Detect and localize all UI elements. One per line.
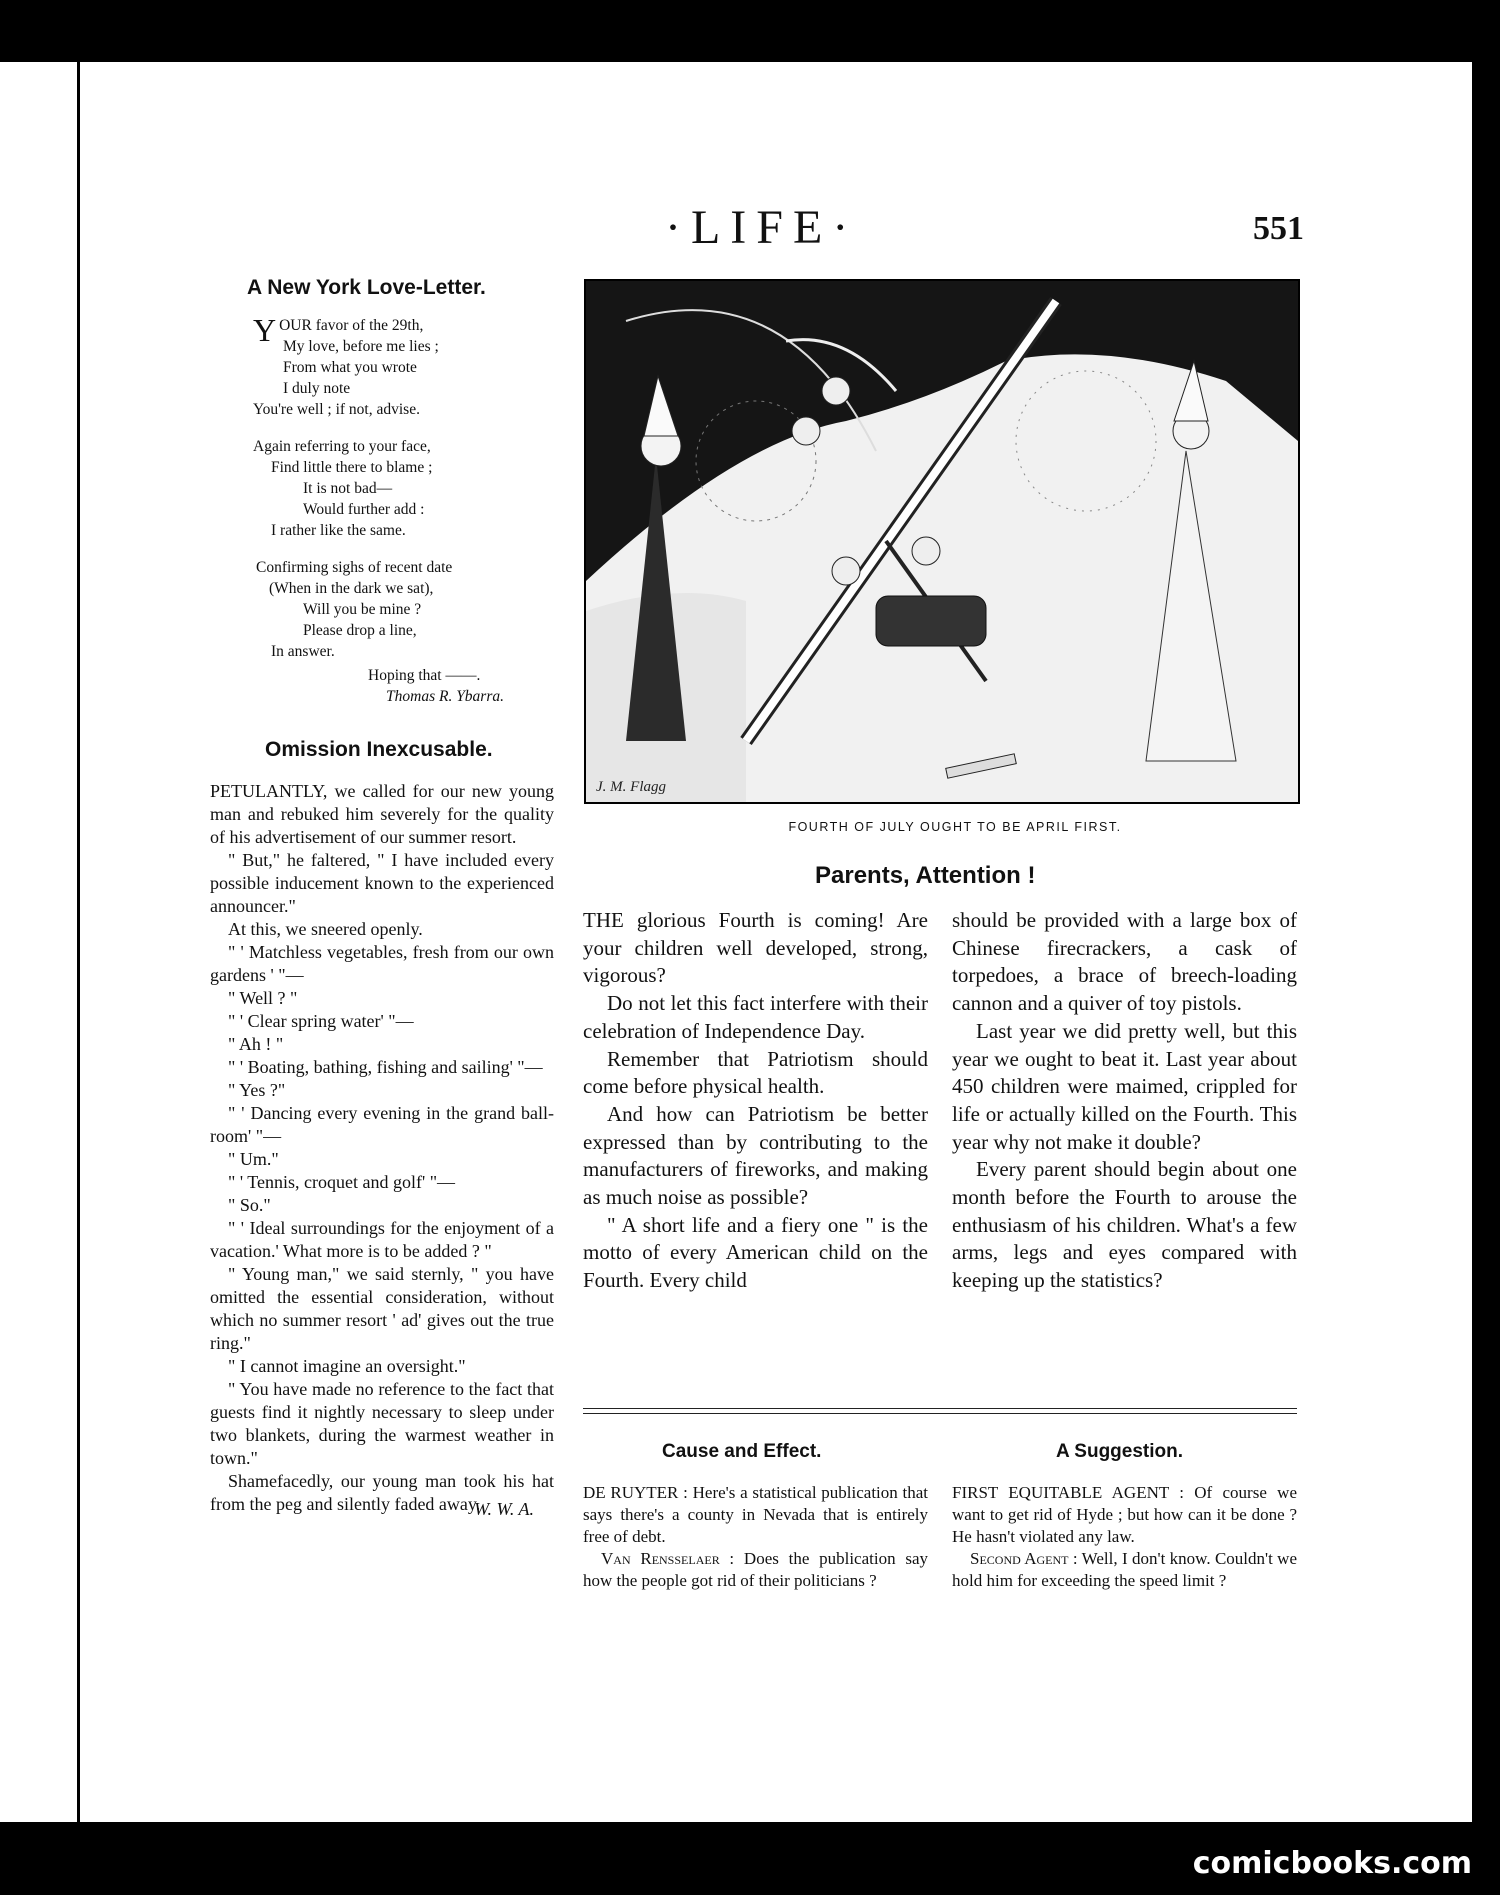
speaker-name: Van Rensselaer : <box>601 1549 735 1568</box>
parents-column-2 <box>952 907 1297 1295</box>
section-divider <box>583 1408 1297 1409</box>
dialogue-text: Of course we want to get rid of Hyde ; but how can it be done ? He hasn't violated any law. <box>952 1483 1297 1546</box>
paragraph: " Well ? " <box>228 988 298 1008</box>
paragraph: " ' Tennis, croquet and golf' "— <box>228 1172 456 1192</box>
omission-column <box>210 780 554 1521</box>
poem-line: Will you be mine ? <box>303 601 422 618</box>
paragraph: PETULANTLY, we called for our new young man and rebuked him severely for the quality of his advertisement of our summer resort. <box>210 781 554 847</box>
cause-column <box>583 1482 928 1592</box>
poem-line: From what you wrote <box>283 359 417 376</box>
paragraph: " So." <box>228 1195 271 1215</box>
paragraph: " But," he faltered, " I have included every possible inducement known to the experienced announcer." <box>210 850 554 916</box>
poem-line: I duly note <box>283 380 351 397</box>
paragraph: " A short life and a fiery one " is the motto of every American child on the Fourth. Every child <box>583 1212 928 1293</box>
illustration-caption: FOURTH OF JULY OUGHT TO BE APRIL FIRST. <box>788 820 1122 834</box>
speaker-name: FIRST EQUITABLE AGENT : <box>952 1483 1184 1502</box>
poem-line: Confirming sighs of recent date <box>256 559 453 576</box>
poem-line: It is not bad— <box>303 480 393 497</box>
paragraph: " Yes ?" <box>228 1080 286 1100</box>
speaker-name: Second Agent : <box>970 1549 1078 1568</box>
paragraph: " ' Dancing every evening in the grand ball-room' "— <box>210 1103 554 1146</box>
poem-closing: Hoping that ——. <box>368 667 481 684</box>
paragraph: Every parent should begin about one month before the Fourth to arouse the enthusiasm of his children. What's a few arms, legs and eyes compared with keeping up the statistics? <box>952 1157 1297 1293</box>
paragraph: " Ah ! " <box>228 1034 284 1054</box>
drop-cap: Y <box>253 312 277 348</box>
paragraph: Last year we did pretty well, but this year we ought to beat it. Last year about 450 children were maimed, crippled for life or actually killed on the Fourth. This year why not make it double? <box>952 1018 1297 1154</box>
omission-author: W. W. A. <box>474 1499 534 1519</box>
dialogue-text: Does the publication say how the people got rid of their politicians ? <box>583 1549 928 1590</box>
paragraph: Remember that Patriotism should come before physical health. <box>583 1046 928 1099</box>
paragraph: " I cannot imagine an oversight." <box>228 1356 466 1376</box>
page-number: 551 <box>1253 210 1304 247</box>
paragraph: should be provided with a large box of Chinese firecrackers, a cask of torpedoes, a brace of breech-loading cannon and a quiver of toy pistols. <box>952 908 1297 1016</box>
paragraph: At this, we sneered openly. <box>228 919 423 939</box>
poem-line: Find little there to blame ; <box>271 459 433 476</box>
stanza-3 <box>253 557 543 662</box>
poem-line: OUR favor of the 29th, <box>279 317 424 334</box>
speaker-name: DE RUYTER : <box>583 1483 688 1502</box>
parents-column-1 <box>583 907 928 1295</box>
poem-line: I rather like the same. <box>271 522 406 539</box>
paragraph: " You have made no reference to the fact that guests find it nightly necessary to sleep under two blankets, during the warmest weather in town." <box>210 1379 554 1468</box>
paragraph: Shamefacedly, our young man took his hat from the peg and silently faded away. <box>210 1471 554 1514</box>
omission-title: Omission Inexcusable. <box>265 738 493 761</box>
paragraph: " Young man," we said sternly, " you have omitted the essential consideration, without which no summer resort ' ad' gives out the true ring." <box>210 1264 554 1353</box>
poem-line: (When in the dark we sat), <box>269 580 434 597</box>
paragraph: " ' Ideal surroundings for the enjoyment of a vacation.' What more is to be added ? " <box>210 1218 554 1261</box>
watermark: comicbooks.com <box>1192 1846 1472 1881</box>
cause-title: Cause and Effect. <box>662 1441 822 1462</box>
paragraph: " Um." <box>228 1149 279 1169</box>
love-letter-title: A New York Love-Letter. <box>247 276 486 299</box>
poem-line: My love, before me lies ; <box>283 338 439 355</box>
love-letter-poem <box>253 312 543 707</box>
artist-signature: J. M. Flagg <box>596 779 666 795</box>
section-divider <box>583 1413 1297 1414</box>
suggestion-column <box>952 1482 1297 1592</box>
parents-title: Parents, Attention ! <box>815 862 1036 889</box>
paragraph: " ' Boating, bathing, fishing and sailing' "— <box>228 1057 543 1077</box>
poem-line: In answer. <box>271 643 335 660</box>
cartoon-illustration <box>584 279 1300 804</box>
stanza-2 <box>253 436 543 541</box>
facing-page-edge <box>0 62 77 1822</box>
paragraph: " ' Matchless vegetables, fresh from our own gardens ' "— <box>210 942 554 985</box>
suggestion-title: A Suggestion. <box>1056 1441 1184 1462</box>
masthead: ·LIFE· <box>665 201 859 254</box>
stanza-1 <box>253 312 543 420</box>
poem-line: You're well ; if not, advise. <box>253 401 420 418</box>
poem-line: Again referring to your face, <box>253 438 431 455</box>
dialogue-text: Well, I don't know. Couldn't we hold him for exceeding the speed limit ? <box>952 1549 1298 1590</box>
fireworks-scene <box>586 281 1298 802</box>
paragraph: " ' Clear spring water' "— <box>228 1011 414 1031</box>
poem-author: Thomas R. Ybarra. <box>386 688 504 705</box>
poem-line: Would further add : <box>303 501 425 518</box>
paragraph: And how can Patriotism be better expressed than by contributing to the manufacturers of fireworks, and making as much noise as possible? <box>583 1101 928 1210</box>
paragraph: Do not let this fact interfere with their celebration of Independence Day. <box>583 991 928 1043</box>
poem-line: Please drop a line, <box>303 622 417 639</box>
dialogue-text: Here's a statistical publication that says there's a county in Nevada that is entirely free of debt. <box>583 1483 929 1546</box>
paragraph: THE glorious Fourth is coming! Are your children well developed, strong, vigorous? <box>583 908 928 988</box>
